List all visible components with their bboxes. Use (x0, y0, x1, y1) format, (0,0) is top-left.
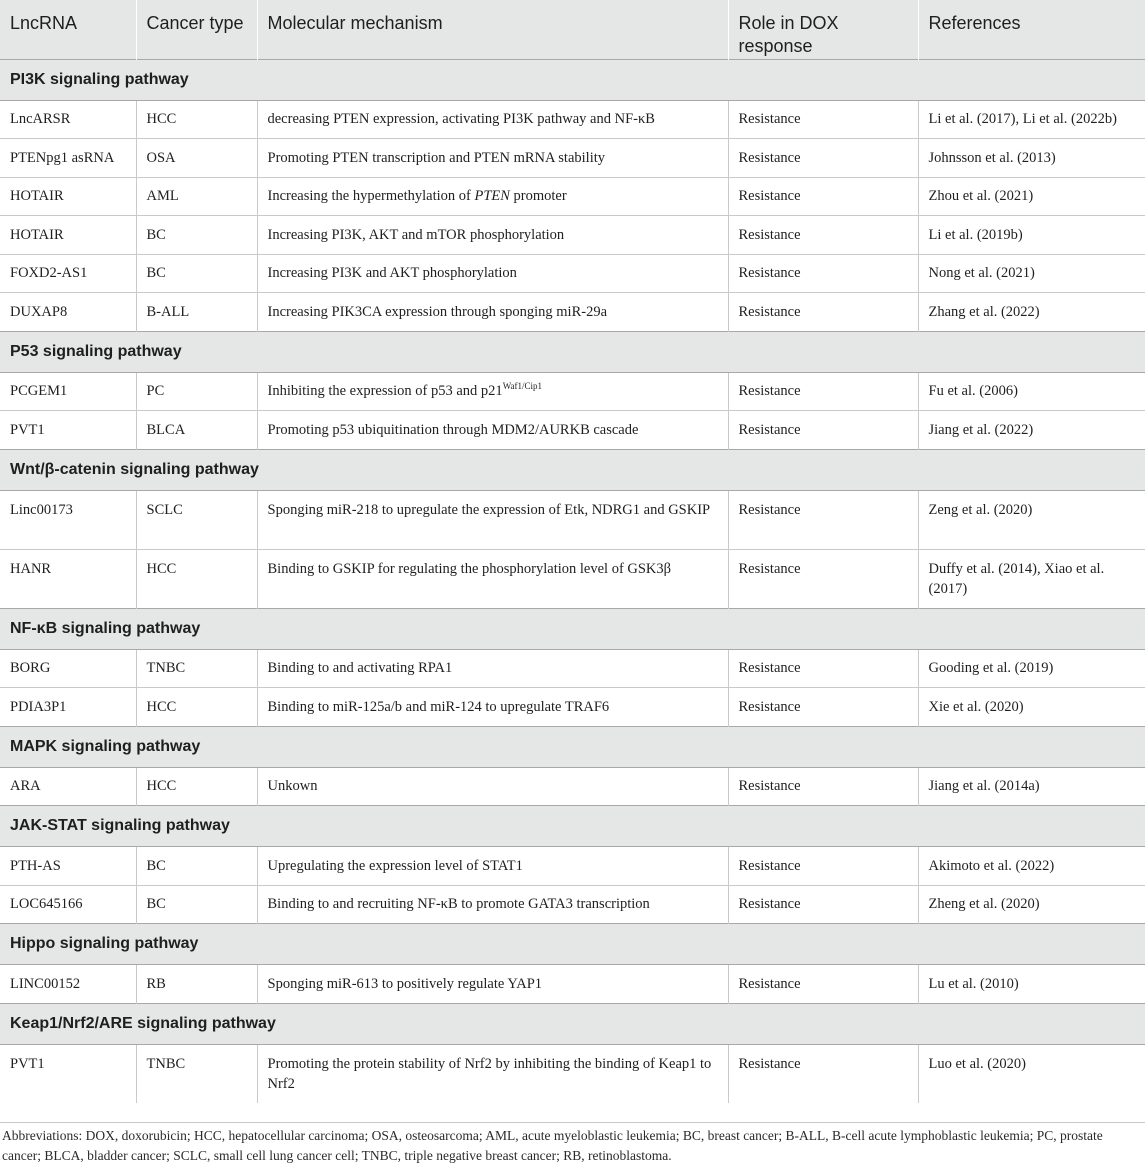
mechanism-superscript: Waf1/Cip1 (502, 381, 542, 392)
cell-cancer-type: B-ALL (136, 293, 257, 332)
pathway-title: Hippo signaling pathway (0, 924, 1145, 965)
cell-mechanism: Sponging miR-613 to positively regulate YAP1 (257, 965, 728, 1004)
header-references: References (918, 0, 1145, 59)
cell-role: Resistance (728, 490, 918, 549)
cell-references: Zheng et al. (2020) (918, 885, 1145, 924)
cell-cancer-type: TNBC (136, 1044, 257, 1103)
cell-role: Resistance (728, 885, 918, 924)
cell-cancer-type: SCLC (136, 490, 257, 549)
cell-references: Gooding et al. (2019) (918, 649, 1145, 688)
cell-role: Resistance (728, 649, 918, 688)
table-body (0, 59, 1145, 1103)
cell-cancer-type: HCC (136, 688, 257, 727)
table-row (0, 688, 1145, 727)
table-row (0, 177, 1145, 216)
cell-mechanism: Promoting the protein stability of Nrf2 by inhibiting the binding of Keap1 to Nrf2 (257, 1044, 728, 1103)
cell-lncrna: FOXD2-AS1 (0, 254, 136, 293)
cell-lncrna: HOTAIR (0, 216, 136, 255)
cell-lncrna: HANR (0, 549, 136, 608)
cell-cancer-type: PC (136, 372, 257, 411)
pathway-title: Wnt/β-catenin signaling pathway (0, 449, 1145, 490)
cell-mechanism (257, 372, 728, 411)
table-row (0, 649, 1145, 688)
table-row (0, 965, 1145, 1004)
table-row (0, 411, 1145, 450)
table-row (0, 100, 1145, 139)
cell-cancer-type: BC (136, 254, 257, 293)
pathway-title: PI3K signaling pathway (0, 59, 1145, 100)
cell-lncrna: PDIA3P1 (0, 688, 136, 727)
cell-cancer-type: RB (136, 965, 257, 1004)
table-row (0, 254, 1145, 293)
cell-role: Resistance (728, 688, 918, 727)
cell-cancer-type: AML (136, 177, 257, 216)
pathway-title: JAK-STAT signaling pathway (0, 806, 1145, 847)
table-header (0, 0, 1145, 59)
table-row (0, 885, 1145, 924)
cell-mechanism: Increasing PI3K and AKT phosphorylation (257, 254, 728, 293)
cell-lncrna: DUXAP8 (0, 293, 136, 332)
cell-references: Johnsson et al. (2013) (918, 139, 1145, 178)
table-row (0, 549, 1145, 608)
cell-role: Resistance (728, 847, 918, 886)
mechanism-text-end: promoter (509, 188, 567, 205)
cell-references: Zhang et al. (2022) (918, 293, 1145, 332)
table-row (0, 216, 1145, 255)
cell-references: Lu et al. (2010) (918, 965, 1145, 1004)
cell-mechanism: Binding to miR-125a/b and miR-124 to upregulate TRAF6 (257, 688, 728, 727)
pathway-title: Keap1/Nrf2/ARE signaling pathway (0, 1003, 1145, 1044)
cell-role: Resistance (728, 965, 918, 1004)
cell-role: Resistance (728, 216, 918, 255)
cell-references: Duffy et al. (2014), Xiao et al. (2017) (918, 549, 1145, 608)
cell-cancer-type: TNBC (136, 649, 257, 688)
cell-mechanism: decreasing PTEN expression, activating PI3K pathway and NF-κB (257, 100, 728, 139)
group-header-row (0, 59, 1145, 100)
header-lncrna: LncRNA (0, 0, 136, 59)
cell-references: Nong et al. (2021) (918, 254, 1145, 293)
cell-lncrna: LncARSR (0, 100, 136, 139)
table-row (0, 293, 1145, 332)
cell-mechanism: Promoting PTEN transcription and PTEN mRNA stability (257, 139, 728, 178)
header-mechanism: Molecular mechanism (257, 0, 728, 59)
cell-references: Jiang et al. (2022) (918, 411, 1145, 450)
cell-cancer-type: BC (136, 216, 257, 255)
cell-role: Resistance (728, 254, 918, 293)
cell-cancer-type: BC (136, 847, 257, 886)
mechanism-text: Inhibiting the expression of p53 and p21 (267, 383, 503, 400)
cell-lncrna: LOC645166 (0, 885, 136, 924)
cell-role: Resistance (728, 411, 918, 450)
cell-mechanism: Upregulating the expression level of STAT1 (257, 847, 728, 886)
cell-role: Resistance (728, 177, 918, 216)
abbreviations-footnote: Abbreviations: DOX, doxorubicin; HCC, hepatocellular carcinoma; OSA, osteosarcoma; AML, acute myeloblastic leukemia; BC, breast cancer; B-ALL, B-cell acute lymphoblastic leukemia; PC, prostate cancer; BLCA, bladder cancer; SCLC, small cell lung cancer cell; TNBC, triple negative breast cancer; RB, retinoblastoma. (0, 1122, 1145, 1166)
pathway-title: NF-κB signaling pathway (0, 608, 1145, 649)
cell-references: Fu et al. (2006) (918, 372, 1145, 411)
cell-lncrna: PCGEM1 (0, 372, 136, 411)
table-row (0, 767, 1145, 806)
cell-references: Akimoto et al. (2022) (918, 847, 1145, 886)
cell-references: Li et al. (2019b) (918, 216, 1145, 255)
cell-cancer-type: HCC (136, 767, 257, 806)
cell-mechanism: Binding to and recruiting NF-κB to promote GATA3 transcription (257, 885, 728, 924)
cell-mechanism: Increasing PIK3CA expression through sponging miR-29a (257, 293, 728, 332)
group-header-row (0, 608, 1145, 649)
cell-cancer-type: OSA (136, 139, 257, 178)
cell-lncrna: LINC00152 (0, 965, 136, 1004)
cell-references: Zhou et al. (2021) (918, 177, 1145, 216)
table-row (0, 1044, 1145, 1103)
cell-lncrna: BORG (0, 649, 136, 688)
cell-lncrna: ARA (0, 767, 136, 806)
cell-role: Resistance (728, 100, 918, 139)
cell-role: Resistance (728, 372, 918, 411)
cell-mechanism (257, 177, 728, 216)
cell-lncrna: PTH-AS (0, 847, 136, 886)
cell-cancer-type: BLCA (136, 411, 257, 450)
cell-lncrna: HOTAIR (0, 177, 136, 216)
cell-mechanism: Binding to GSKIP for regulating the phosphorylation level of GSK3β (257, 549, 728, 608)
mechanism-gene-italic: PTEN (474, 188, 510, 205)
header-cancer-type: Cancer type (136, 0, 257, 59)
cell-cancer-type: BC (136, 885, 257, 924)
group-header-row (0, 331, 1145, 372)
cell-lncrna: Linc00173 (0, 490, 136, 549)
pathway-title: MAPK signaling pathway (0, 726, 1145, 767)
cell-lncrna: PTENpg1 asRNA (0, 139, 136, 178)
group-header-row (0, 449, 1145, 490)
pathway-title: P53 signaling pathway (0, 331, 1145, 372)
table-row (0, 139, 1145, 178)
cell-references: Xie et al. (2020) (918, 688, 1145, 727)
table-row (0, 847, 1145, 886)
table-row (0, 372, 1145, 411)
group-header-row (0, 806, 1145, 847)
cell-role: Resistance (728, 767, 918, 806)
cell-mechanism: Promoting p53 ubiquitination through MDM2/AURKB cascade (257, 411, 728, 450)
cell-role: Resistance (728, 139, 918, 178)
cell-role: Resistance (728, 549, 918, 608)
table-row (0, 490, 1145, 549)
cell-references: Jiang et al. (2014a) (918, 767, 1145, 806)
cell-cancer-type: HCC (136, 549, 257, 608)
cell-references: Zeng et al. (2020) (918, 490, 1145, 549)
group-header-row (0, 924, 1145, 965)
cell-references: Li et al. (2017), Li et al. (2022b) (918, 100, 1145, 139)
header-role: Role in DOX response (728, 0, 918, 59)
cell-mechanism: Unkown (257, 767, 728, 806)
mechanism-text: Increasing the hypermethylation of (267, 188, 475, 205)
cell-mechanism: Sponging miR-218 to upregulate the expression of Etk, NDRG1 and GSKIP (257, 490, 728, 549)
cell-lncrna: PVT1 (0, 411, 136, 450)
cell-references: Luo et al. (2020) (918, 1044, 1145, 1103)
cell-role: Resistance (728, 293, 918, 332)
cell-cancer-type: HCC (136, 100, 257, 139)
cell-role: Resistance (728, 1044, 918, 1103)
cell-lncrna: PVT1 (0, 1044, 136, 1103)
cell-mechanism: Increasing PI3K, AKT and mTOR phosphorylation (257, 216, 728, 255)
group-header-row (0, 726, 1145, 767)
cell-mechanism: Binding to and activating RPA1 (257, 649, 728, 688)
group-header-row (0, 1003, 1145, 1044)
